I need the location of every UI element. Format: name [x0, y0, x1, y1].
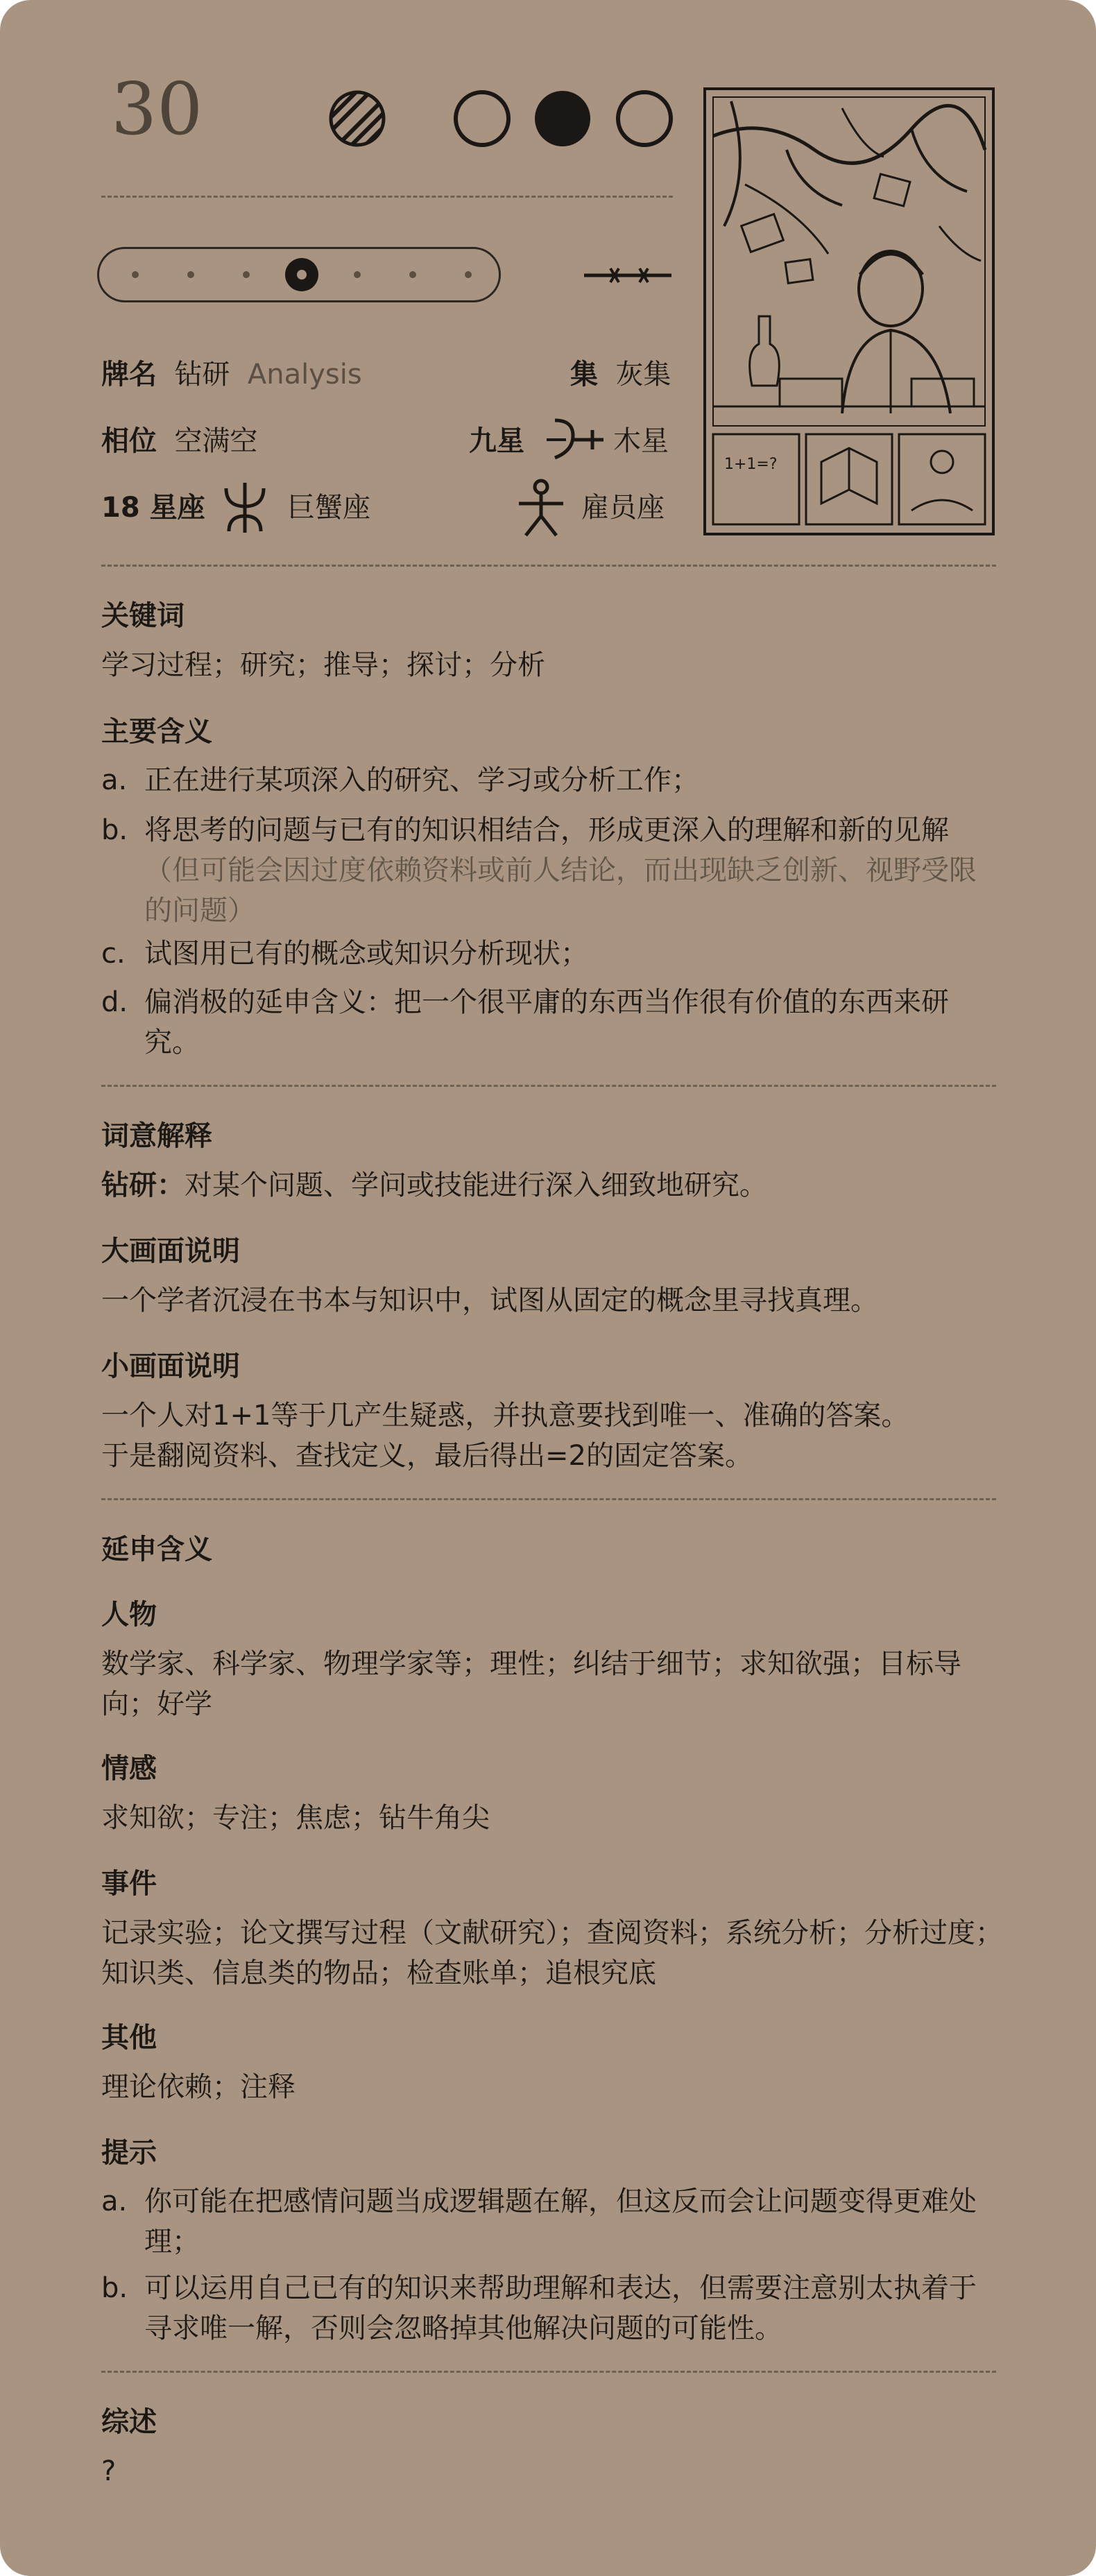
big-picture-text: 一个学者沉浸在书本与知识中，试图从固定的概念里寻找真理。 [101, 1285, 878, 1316]
big-picture-heading: 大画面说明 [101, 1235, 240, 1267]
tips-heading: 提示 [101, 2137, 157, 2169]
summary-heading: 综述 [101, 2406, 157, 2438]
card-name: 牌名 钻研 Analysis [101, 359, 362, 390]
other-text: 理论依赖；注释 [101, 2071, 296, 2103]
full-circle-icon [531, 87, 594, 150]
word-heading: 词意解释 [101, 1120, 212, 1152]
emotion-heading: 情感 [101, 1753, 157, 1785]
constellation-value: 巨蟹座 [287, 492, 370, 524]
word-text: 钻研：对某个问题、学问或技能进行深入细致地研究。 [101, 1169, 767, 1201]
event-text: 记录实验；论文撰写过程（文献研究）；查阅资料；系统分析；分析过度；知识类、信息类的物品；检查账单；追根究底 [101, 1917, 1003, 1989]
keywords-text: 学习过程；研究；推导；探讨；分析 [101, 649, 545, 681]
divider [101, 2371, 996, 2373]
meaning-item-a: a. 正在进行某项深入的研究、学习或分析工作； [101, 764, 699, 796]
rune-symbol-icon [583, 258, 673, 293]
people-heading: 人物 [101, 1599, 157, 1631]
empty-circle-icon [613, 87, 676, 150]
small-picture-heading: 小画面说明 [101, 1350, 240, 1382]
emotion-text: 求知欲；专注；焦虑；钻牛角尖 [101, 1802, 490, 1834]
small-picture-line1: 一个人对1+1等于几产生疑惑，并执意要找到唯一、准确的答案。 [101, 1400, 909, 1432]
divider [101, 1085, 996, 1087]
event-heading: 事件 [101, 1868, 157, 1900]
divider [101, 565, 996, 567]
card-set: 集 灰集 [570, 359, 671, 390]
card-phase: 相位 空满空 [101, 425, 258, 457]
constellation-label: 18 星座 [101, 492, 205, 524]
tip-item-b: b. 可以运用自己已有的知识来帮助理解和表达，但需要注意别太执着于寻求唯一解，否则会忽略掉其他解决问题的可能性。 [101, 2272, 977, 2344]
other-heading: 其他 [101, 2022, 157, 2054]
card-number: 30 [111, 67, 203, 151]
summary-text: ? [101, 2455, 117, 2487]
nine-star-value: 木星 [613, 425, 669, 457]
scholar-illustration [703, 87, 995, 535]
meaning-item-d: d. 偏消极的延申含义：把一个很平庸的东西当作很有价值的东西来研究。 [101, 986, 949, 1058]
meaning-item-c: c. 试图用已有的概念或知识分析现状； [101, 938, 588, 970]
constellation2-value: 雇员座 [581, 492, 665, 524]
employee-constellation-icon [513, 477, 569, 538]
divider [101, 196, 673, 198]
small-picture-line2: 于是翻阅资料、查找定义，最后得出=2的固定答案。 [101, 1440, 753, 1472]
position-slider [97, 247, 501, 302]
meaning-item-b: b. 将思考的问题与已有的知识相结合，形成更深入的理解和新的见解（但可能会因过度依赖资料或前人结论，而出现缺乏创新、视野受限的问题） [101, 814, 977, 927]
hatched-circle-icon [326, 87, 388, 150]
cancer-constellation-icon [219, 479, 271, 537]
meanings-heading: 主要含义 [101, 716, 212, 748]
divider [101, 1498, 996, 1500]
panel-text: 1+1=? [724, 456, 778, 473]
extended-heading: 延申含义 [101, 1534, 212, 1565]
tip-item-a: a. 你可能在把感情问题当成逻辑题在解，但这反而会让问题变得更难处理； [101, 2186, 977, 2258]
nine-star: 九星 [469, 425, 524, 457]
empty-circle-icon [451, 87, 513, 150]
jupiter-glyph-icon [541, 415, 606, 467]
people-text: 数学家、科学家、物理学家等；理性；纠结于细节；求知欲强；目标导向；好学 [101, 1648, 961, 1720]
keywords-heading: 关键词 [101, 600, 185, 632]
